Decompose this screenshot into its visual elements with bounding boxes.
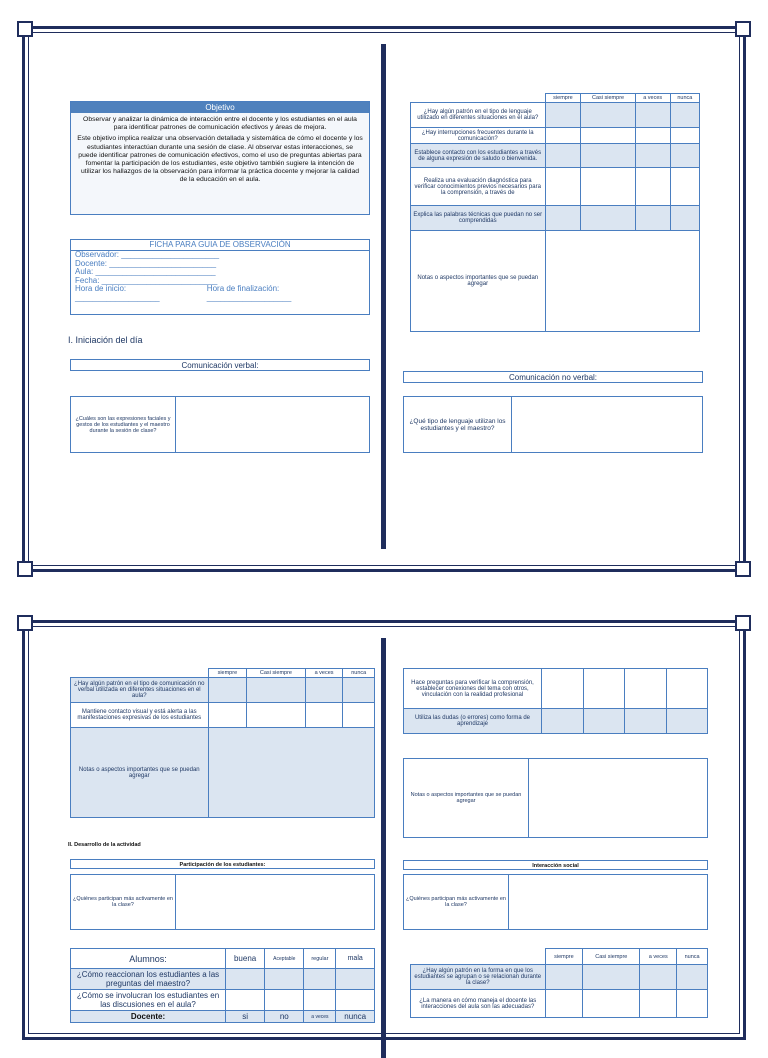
checkbox-cell[interactable] [336,969,375,990]
row-label: ¿La manera en cómo maneja el docente las interacciones del aula son las adecuadas? [411,990,546,1018]
pregunta-verbal-text: ¿Cuáles son las expresiones faciales y gestos de los estudiantes y el maestro durante la sesión de clase? [71,397,176,452]
pregunta-verbal-answer[interactable] [176,397,369,452]
notes-area[interactable] [208,728,375,818]
pregunta-interaccion-box [403,874,708,930]
checkbox-cell[interactable] [247,703,305,728]
checkbox-cell[interactable] [545,168,581,206]
checkbox-cell[interactable] [208,678,247,703]
corner-ornament [735,21,751,37]
col-header: nunca [343,669,375,678]
objective-text-2: Este objetivo implica realizar una observación detallada y sistemática de cómo el docente y los estudiantes interactúan durante una sesión de clase. Al observar estas interacciones, se puede identificar patrones de comunicación efectivos, como el uso de preguntas abiertas para fomentar la participación de los estudiantes, este objetivo también sugiere la intención de utilizar los hallazgos de la observación para informar la práctica docente y mejorar la calidad de la educación en el aula. [77,135,363,184]
checkbox-cell[interactable] [670,103,699,128]
ficha-box [70,239,370,315]
col-header: si [226,1011,265,1023]
pregunta-participan-text: ¿Quiénes participan más activamente en la clase? [71,875,176,929]
aula-field[interactable]: Aula: ___________________________ [75,267,216,276]
checkbox-cell[interactable] [583,709,625,734]
notes-label: Notas o aspectos importantes que se puedan agregar [411,231,546,332]
docente-title: Docente: [71,1011,226,1023]
comunicacion-no-verbal-label: Comunicación no verbal: [403,371,703,383]
row-label: Explica las palabras técnicas que puedan no ser comprendidas [411,206,546,231]
col-header: Casi siempre [583,949,640,965]
checkbox-cell[interactable] [581,168,635,206]
checkbox-cell[interactable] [625,709,667,734]
row-label: Utiliza las dudas (o errores) como forma de aprendizaje [404,709,542,734]
hora-fin-field[interactable]: Hora de finalización: ___________________ [206,284,292,302]
participacion-label: Participación de los estudiantes: [70,859,375,869]
corner-ornament [735,561,751,577]
pregunta-no-verbal-text: ¿Qué tipo de lenguaje utilizan los estudiantes y el maestro? [404,397,512,452]
docente-field[interactable]: Docente: ________________________ [75,258,217,268]
col-header: Aceptable [265,949,304,969]
col-header: a veces [304,1011,336,1023]
checkbox-cell[interactable] [635,103,670,128]
checkbox-cell[interactable] [542,709,584,734]
pregunta-verbal-box [70,396,370,453]
notes-area[interactable] [545,231,700,332]
checkbox-cell[interactable] [545,144,581,168]
row-label: ¿Hay algún patrón en el tipo de lenguaje utilizado en diferentes situaciones en el aula? [411,103,546,128]
comunicacion-verbal-label: Comunicación verbal: [70,359,370,371]
objective-text-1: Observar y analizar la dinámica de interacción entre el docente y los estudiantes en el aula para identificar patrones de comunicación efectivos y áreas de mejora. [83,116,357,132]
row-label: Mantiene contacto visual y está alerta a las manifestaciones expresivas de los estudiantes [71,703,209,728]
checkbox-cell[interactable] [583,669,625,709]
row-label: ¿Hay algún patrón en la forma en que los estudiantes se agrupan o se relacionan durante la clase? [411,965,546,990]
pregunta-interaccion-text: ¿Quiénes participan más activamente en la clase? [404,875,509,929]
col-header: mala [336,949,375,969]
no-verbal-table [70,668,375,818]
checkbox-cell[interactable] [581,103,635,128]
checkbox-cell[interactable] [265,990,304,1011]
checkbox-cell[interactable] [208,703,247,728]
pregunta-interaccion-answer[interactable] [509,875,707,929]
col-header: nunca [336,1011,375,1023]
col-header: siempre [545,94,581,103]
checkbox-cell[interactable] [677,990,708,1018]
notes-label: Notas o aspectos importantes que se puedan agregar [404,759,529,837]
alumnos-table [70,948,375,1023]
row-label: Realiza una evaluación diagnóstica para verificar conocimientos previos necesarios para la comprensión, a través de [411,168,546,206]
interaccion-social-label: Interacción social [403,860,708,870]
checkbox-cell[interactable] [635,206,670,231]
col-header: nunca [670,94,699,103]
checkbox-cell[interactable] [304,969,336,990]
alumnos-title: Alumnos: [71,949,226,969]
checkbox-cell[interactable] [640,965,677,990]
checkbox-cell[interactable] [336,990,375,1011]
col-header: siempre [208,669,247,678]
checkbox-cell[interactable] [670,206,699,231]
checkbox-cell[interactable] [545,128,581,144]
checkbox-cell[interactable] [640,990,677,1018]
notes-area[interactable] [529,759,707,837]
checkbox-cell[interactable] [226,969,265,990]
corner-ornament [17,561,33,577]
col-header: siempre [545,949,583,965]
checkbox-cell[interactable] [545,103,581,128]
pregunta-no-verbal-answer[interactable] [512,397,702,452]
checkbox-cell[interactable] [581,144,635,168]
checkbox-cell[interactable] [666,709,708,734]
col-header: regular [304,949,336,969]
row-label: ¿Hay algún patrón en el tipo de comunicación no verbal utilizada en diferentes situaciones en el aula? [71,678,209,703]
fecha-field[interactable]: Fecha: __________________________ [75,275,218,285]
row-label: ¿Hay interrupciones frecuentes durante la comunicación? [411,128,546,144]
checkbox-cell[interactable] [545,206,581,231]
interaccion-table [410,948,708,1018]
row-label: ¿Cómo reaccionan los estudiantes a las preguntas del maestro? [71,969,226,990]
checkbox-cell[interactable] [670,144,699,168]
checkbox-cell[interactable] [305,703,343,728]
checkbox-cell[interactable] [635,168,670,206]
checkbox-cell[interactable] [635,128,670,144]
section-title-iniciacion: I. Iniciación del día [68,335,143,345]
checkbox-cell[interactable] [670,168,699,206]
col-header: no [265,1011,304,1023]
corner-ornament [17,615,33,631]
checkbox-cell[interactable] [305,678,343,703]
checkbox-cell[interactable] [581,128,635,144]
checkbox-cell[interactable] [226,990,265,1011]
checkbox-cell[interactable] [343,703,375,728]
checkbox-cell[interactable] [545,990,583,1018]
col-header: buena [226,949,265,969]
checkbox-cell[interactable] [304,990,336,1011]
row-label: Establece contacto con los estudiantes a través de alguna expresión de saludo o bienvenida. [411,144,546,168]
objective-title: Objetivo [71,102,369,113]
col-header: Casi siempre [581,94,635,103]
col-header: a veces [305,669,343,678]
section-title-desarrollo: II. Desarrollo de la actividad [68,842,141,848]
col-header: nunca [677,949,708,965]
pregunta-participan-box [70,874,375,930]
row-label: Hace preguntas para verificar la comprensión, establecer conexiones del tema con otros, vinculación con la realidad profesional [404,669,542,709]
pregunta-participan-answer[interactable] [176,875,374,929]
col-header: a veces [640,949,677,965]
checkbox-cell[interactable] [542,669,584,709]
corner-ornament [735,615,751,631]
hora-inicio-field[interactable]: Hora de inicio: ___________________ [75,284,160,302]
observador-field[interactable]: Observador: ______________________ [75,250,220,259]
objective-box [70,101,370,215]
col-header: Casi siempre [247,669,305,678]
checkbox-cell[interactable] [581,206,635,231]
page-spread-2 [22,620,746,1040]
checkbox-cell[interactable] [625,669,667,709]
checkbox-cell[interactable] [583,965,640,990]
corner-ornament [17,21,33,37]
col-header: a veces [635,94,670,103]
pregunta-no-verbal-box [403,396,703,453]
row-label: ¿Cómo se involucran los estudiantes en las discusiones en el aula? [71,990,226,1011]
checkbox-cell[interactable] [343,678,375,703]
ficha-title: FICHA PARA GUIA DE OBSERVACIÓN [71,240,369,251]
checkbox-cell[interactable] [265,969,304,990]
page-spine [381,638,386,1058]
checkbox-cell[interactable] [545,965,583,990]
comprension-table [403,668,708,734]
comunicacion-table [410,93,700,332]
notes-box [403,758,708,838]
checkbox-cell[interactable] [635,144,670,168]
checkbox-cell[interactable] [247,678,305,703]
notes-label: Notas o aspectos importantes que se puedan agregar [71,728,209,818]
checkbox-cell[interactable] [583,990,640,1018]
page-spread-1 [22,26,746,572]
page-spine [381,44,386,549]
checkbox-cell[interactable] [666,669,708,709]
checkbox-cell[interactable] [677,965,708,990]
checkbox-cell[interactable] [670,128,699,144]
